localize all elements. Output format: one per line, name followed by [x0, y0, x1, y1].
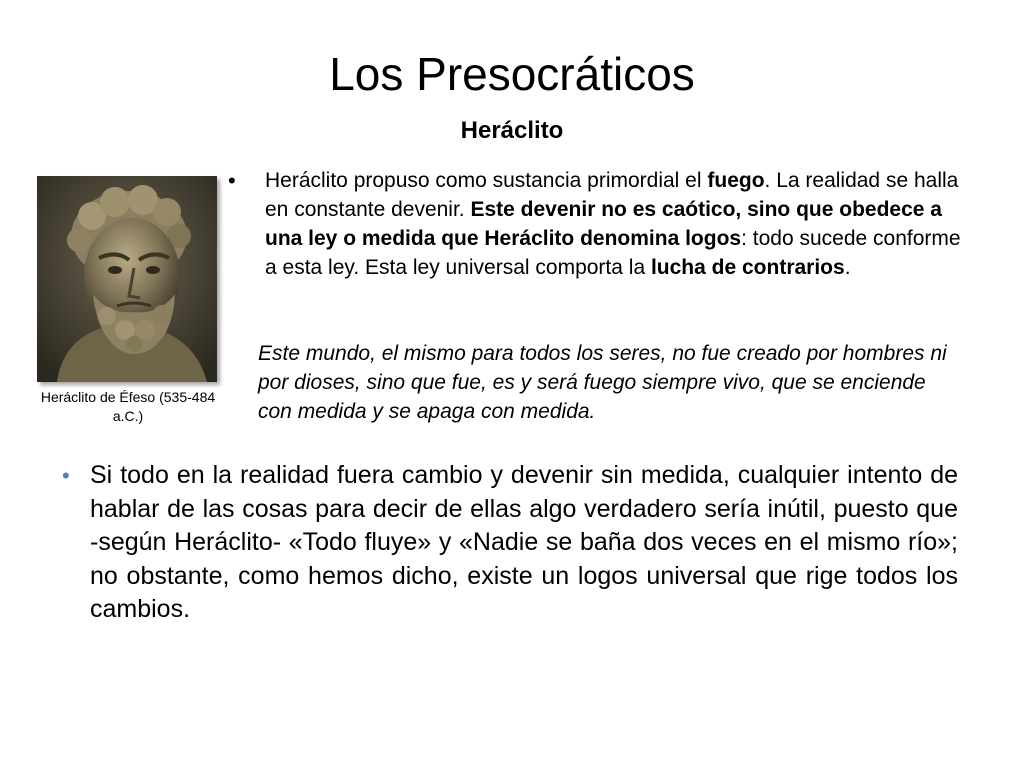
- text-run: . La realidad se halla en constante devenir.: [265, 169, 959, 221]
- bullet-logos-universal: [62, 459, 958, 627]
- heraclitus-quote: Este mundo, el mismo para todos los seres, no fue creado por hombres ni por dioses, sino que fue, es y será fuego siempre vivo, que se enciende con medida y se apaga con medida.: [258, 342, 947, 423]
- bold-text-lucha: lucha de contrarios: [650, 256, 845, 279]
- bust-illustration: [37, 176, 217, 382]
- bold-text-fuego: fuego: [707, 169, 765, 192]
- bold-text-logos: Este devenir no es caótico, sino que obedece a una ley o medida que Heráclito denomina logos: [265, 198, 942, 250]
- text-run: .: [844, 256, 851, 279]
- bullet-marker: •: [228, 168, 236, 193]
- slide-subtitle: Heráclito: [460, 117, 564, 144]
- image-caption: Heráclito de Éfeso (535-484 a.C.): [40, 389, 216, 424]
- bullet-text: Si todo en la realidad fuera cambio y devenir sin medida, cualquier intento de hablar de las cosas para decir de ellas algo verdadero sería inútil, puesto que -según Heráclito- «Todo fluye» y «Nadie se baña dos veces en el mismo río»; no obstante, como hemos dicho, existe un logos universal que rige todos los cambios.: [90, 461, 958, 623]
- bullet-marker: •: [62, 463, 70, 488]
- text-run: : todo sucede conforme a esta ley. Esta ley universal comporta la: [265, 227, 961, 279]
- text-run: Heráclito propuso como sustancia primordial el: [265, 169, 708, 192]
- bullet-fuego-devenir: [228, 166, 964, 282]
- slide-title: Los Presocráticos: [329, 48, 695, 100]
- bullet-text: [265, 166, 964, 282]
- heraclitus-bust-image: [37, 176, 217, 382]
